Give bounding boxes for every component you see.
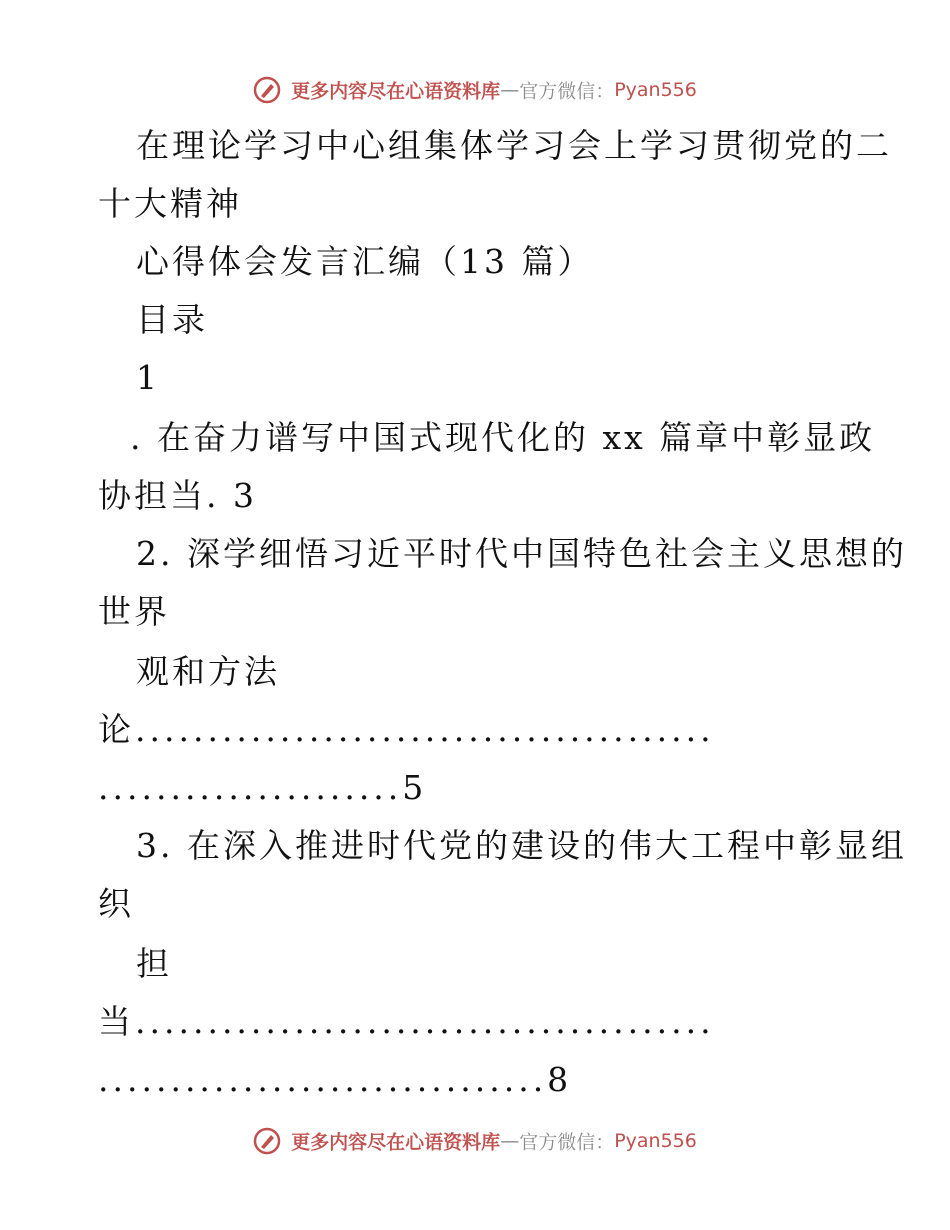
toc-entry-1-line-2: 协担当. 3: [98, 476, 257, 515]
watermark-dash: —: [500, 79, 520, 101]
toc-entry-2-leader-1: 论........................................: [98, 710, 715, 749]
toc-entry-2-line-2: 世界: [98, 592, 170, 631]
watermark-main-text: 更多内容尽在心语资料库: [291, 80, 501, 103]
toc-heading: 目录: [136, 300, 208, 339]
pen-logo-icon: [253, 76, 281, 104]
watermark-banner-bottom: [0, 1127, 950, 1155]
toc-entry-2-line-1: 2. 深学细悟习近平时代中国特色社会主义思想的: [136, 534, 907, 573]
pen-logo-icon: [253, 1127, 281, 1155]
watermark-account: Pyan556: [614, 79, 697, 101]
title-line-3: 心得体会发言汇编（13 篇）: [136, 242, 594, 281]
toc-entry-3-leader-1: 当........................................: [98, 1002, 715, 1041]
toc-entry-3-line-1: 3. 在深入推进时代党的建设的伟大工程中彰显组: [136, 826, 907, 865]
watermark-sub-text: 官方微信：: [519, 1131, 615, 1154]
toc-entry-2-line-3: 观和方法: [136, 652, 280, 691]
toc-entry-1-line-1: . 在奋力谱写中国式现代化的 xx 篇章中彰显政: [130, 418, 876, 457]
toc-entry-2-leader-2: .....................5: [98, 768, 428, 807]
title-line-1: 在理论学习中心组集体学习会上学习贯彻党的二: [136, 126, 892, 165]
toc-entry-1-number: 1: [136, 358, 160, 397]
toc-entry-3-leader-2: ...............................8: [98, 1060, 573, 1099]
toc-entry-3-line-2: 织: [98, 884, 134, 923]
watermark-dash: —: [500, 1130, 520, 1152]
toc-entry-3-line-3: 担: [136, 944, 172, 983]
watermark-sub-text: 官方微信：: [519, 80, 615, 103]
watermark-banner-top: [0, 76, 950, 104]
watermark-account: Pyan556: [614, 1130, 697, 1152]
watermark-main-text: 更多内容尽在心语资料库: [291, 1131, 501, 1154]
title-line-2: 十大精神: [98, 184, 242, 223]
